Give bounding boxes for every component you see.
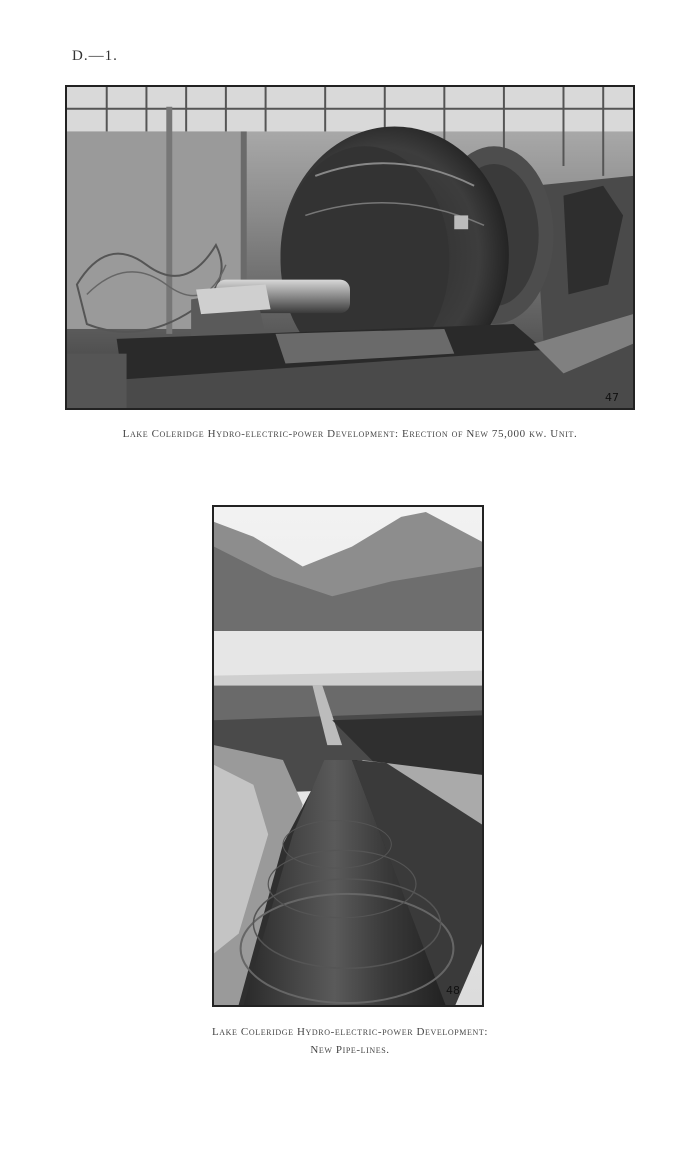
- caption-line: Lake Coleridge Hydro-electric-power Development:: [211, 1026, 489, 1038]
- generator-unit-image: [67, 87, 633, 408]
- caption-line: New Pipe-lines.: [310, 1044, 390, 1056]
- photo-caption: [0, 1023, 700, 1059]
- page-reference: D.—1.: [72, 48, 118, 64]
- photo-number: 47: [605, 391, 619, 404]
- photo-pipe-lines: [212, 505, 484, 1007]
- photo-generator-unit: [65, 85, 635, 410]
- pipe-lines-image: [214, 507, 482, 1005]
- photo-caption: Lake Coleridge Hydro-electric-power Development: Erection of New 75,000 kw. Unit.: [122, 428, 578, 440]
- photo-number: 48: [446, 984, 460, 997]
